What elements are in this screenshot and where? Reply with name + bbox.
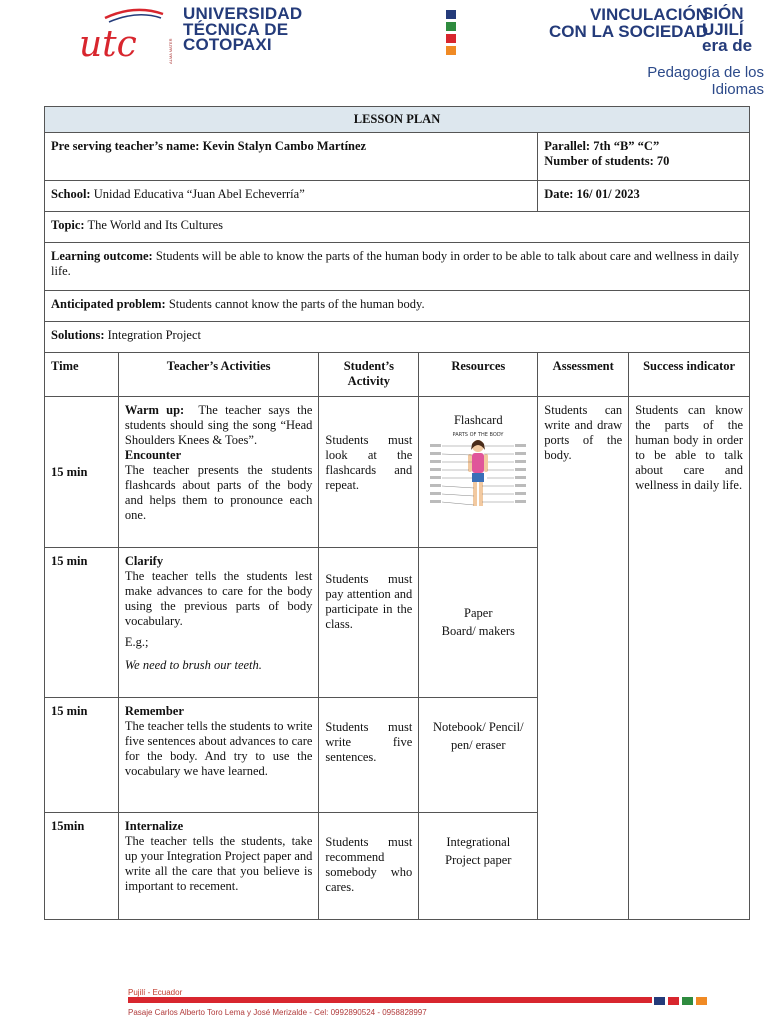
learning-outcome-cell: Learning outcome: Students will be able to know the parts of the human body in order to be able to talk about care and wellness in daily life. — [45, 243, 750, 291]
date-cell: Date: 16/ 01/ 2023 — [538, 181, 750, 212]
footer-square — [696, 997, 707, 1005]
assessment-cell: Students can write and draw ports of the body. — [538, 397, 629, 920]
teacher-activity-cell: Warm up: The teacher says the students should sing the song “Head Shoulders Knees & Toes”. Encounter The teacher presents the students flashcards about parts of the body and helps them to pronounce each one. — [118, 397, 319, 548]
body-parts-flashcard — [428, 430, 528, 518]
column-header-student: Student’s Activity — [319, 353, 419, 397]
vinculacion-title: VINCULACIÓN CON LA SOCIEDAD — [549, 5, 708, 41]
students-count: 70 — [656, 154, 670, 168]
column-header-teacher: Teacher’s Activities — [118, 353, 319, 397]
footer-square — [682, 997, 693, 1005]
brand-squares — [446, 10, 458, 58]
teacher-name-cell: Pre serving teacher’s name: Kevin Stalyn Cambo Martínez — [45, 133, 538, 181]
svg-text:PARTS OF THE BODY: PARTS OF THE BODY — [452, 432, 504, 438]
topic-cell: Topic: The World and Its Cultures — [45, 212, 750, 243]
solutions-value: Integration Project — [107, 328, 201, 342]
parallel-value: 7th “B” “C” — [593, 139, 660, 153]
brand-square — [446, 10, 456, 19]
solutions-cell: Solutions: Integration Project — [45, 322, 750, 353]
resource-cell: Paper Board/ makers — [419, 548, 538, 698]
teacher-name: Kevin Stalyn Cambo Martínez — [202, 139, 367, 153]
student-activity-cell: Students must look at the flashcards and repeat. — [319, 397, 419, 548]
footer-address: Pasaje Carlos Alberto Toro Lema y José Merizalde - Cel: 0992890524 - 0958828997 — [128, 1008, 427, 1017]
date-value: 16/ 01/ 2023 — [576, 187, 640, 201]
logo-vertical-text: ALMA MATER — [168, 38, 173, 64]
learning-outcome: Students will be able to know the parts of the human body in order to be able to talk about care and wellness in daily life. — [51, 249, 740, 278]
time-cell: 15 min — [45, 397, 119, 548]
teacher-activity-cell: Remember The teacher tells the students to write five sentences about advances to care for the body. And try to use the vocabulary we have learned. — [118, 698, 319, 813]
footer-city: Pujilí - Ecuador — [128, 988, 183, 997]
topic-value: The World and Its Cultures — [87, 218, 224, 232]
resource-cell — [419, 397, 538, 548]
student-activity-cell: Students must pay attention and participate in the class. — [319, 548, 419, 698]
time-cell: 15 min — [45, 548, 119, 698]
time-cell: 15 min — [45, 698, 119, 813]
anticipated-problem: Students cannot know the parts of the human body. — [168, 297, 425, 311]
resource-cell: Notebook/ Pencil/ pen/ eraser — [419, 698, 538, 813]
school-value: Unidad Educativa “Juan Abel Echeverría” — [93, 187, 305, 201]
time-cell: 15min — [45, 813, 119, 920]
footer-bar — [128, 997, 652, 1003]
teacher-activity-cell: Internalize The teacher tells the students, take up your Integration Project paper and write all the care that you believe is important to recement. — [118, 813, 319, 920]
lesson-plan-title: LESSON PLAN — [45, 107, 750, 133]
brand-square — [446, 34, 456, 43]
parallel-cell: Parallel: 7th “B” “C” Number of students: 70 — [538, 133, 750, 181]
column-header-time: Time — [45, 353, 119, 397]
brand-square — [446, 46, 456, 55]
university-name: UNIVERSIDAD TÉCNICA DE COTOPAXI — [183, 4, 303, 54]
utc-logo — [75, 8, 167, 66]
svg-text:utc: utc — [79, 24, 137, 65]
resource-cell: Integrational Project paper — [419, 813, 538, 920]
lesson-plan-table — [44, 106, 750, 920]
brand-square — [446, 22, 456, 31]
resource-label: Flashcard — [453, 413, 503, 427]
column-header-assessment: Assessment — [538, 353, 629, 397]
school-cell: School: Unidad Educativa “Juan Abel Echeverría” — [45, 181, 538, 212]
pedagogia-title: Pedagogía de los Idiomas — [647, 64, 764, 98]
anticipated-problem-cell: Anticipated problem: Students cannot know the parts of the human body. — [45, 291, 750, 322]
footer-square — [668, 997, 679, 1005]
column-header-resources: Resources — [419, 353, 538, 397]
column-header-success: Success indicator — [629, 353, 750, 397]
table-row — [45, 397, 750, 548]
teacher-activity-cell: Clarify The teacher tells the students lest make advances to care for the body using the previous parts of body vocabulary. E.g.; We need to brush our teeth. — [118, 548, 319, 698]
overlay-text: SIÓN UJILÍ era de — [702, 4, 753, 55]
student-activity-cell: Students must recommend somebody who cares. — [319, 813, 419, 920]
student-activity-cell: Students must write five sentences. — [319, 698, 419, 813]
footer-square — [654, 997, 665, 1005]
success-indicator-cell: Students can know the parts of the human body in order to be able to talk about care and wellness in daily life. — [629, 397, 750, 920]
